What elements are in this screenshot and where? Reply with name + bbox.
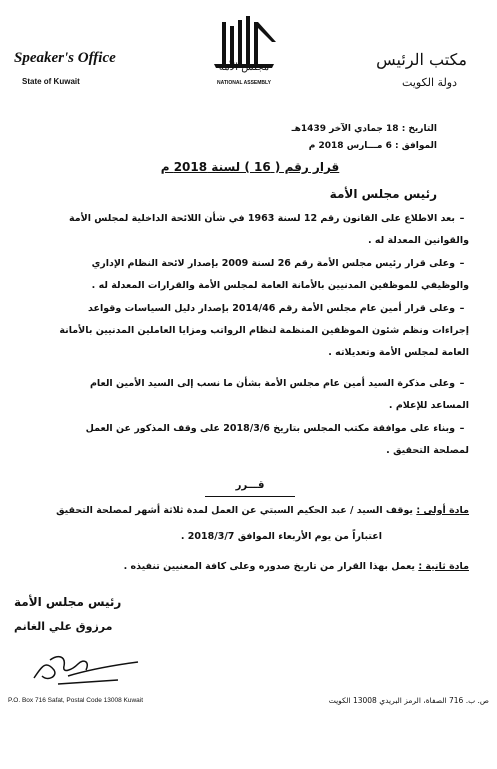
signatory-title: رئيس مجلس الأمة: [14, 595, 122, 609]
article-text: يوقف السيد / عبد الحكيم السبتي عن العمل لمدة ثلاثة أشهر لمصلحة التحقيق: [56, 505, 413, 516]
logo-text-en: NATIONAL ASSEMBLY: [217, 80, 271, 86]
date-hijri: التاريخ : 18 جمادي الآخر 1439هـ: [291, 124, 437, 134]
state-en: State of Kuwait: [22, 77, 80, 86]
decided-underline: [205, 496, 295, 497]
list-item: –وعلى قرار رئيس مجلس الأمة رقم 26 لسنة 2009 بإصدار لائحة النظام الإداري والوظيفي للموظفين المدنيين بالأمانة العامة لمجلس الأمة والقرارات المعدلة له .: [51, 253, 469, 297]
logo-text-ar: مجلس الأمة: [218, 62, 270, 73]
list-item: –بعد الاطلاع على القانون رقم 12 لسنة 1963 في شأن اللائحة الداخلية لمجلس الأمة والقوانين المعدلة له .: [51, 208, 469, 252]
date-gregorian: الموافق : 6 مـــارس 2018 م: [308, 141, 437, 151]
article-text: يعمل بهذا القرار من تاريخ صدوره وعلى كافة المعنيين تنفيذه .: [123, 561, 415, 572]
state-ar: دولة الكويت: [402, 76, 457, 89]
list-item: –وعلى مذكرة السيد أمين عام مجلس الأمة بشأن ما نسب إلى السيد الأمين العام المساعد للإعلام .: [51, 373, 469, 417]
dash-bullet: –: [459, 423, 465, 434]
decided-heading: قـــرر: [235, 480, 265, 491]
footer-address-en: P.O. Box 716 Safat, Postal Code 13008 Kuwait: [8, 697, 144, 704]
dash-bullet: –: [459, 258, 465, 269]
article-one: [9, 500, 469, 522]
list-item: –وعلى قرار أمين عام مجلس الأمة رقم 2014/46 بإصدار دليل السياسات وقواعد إجراءات ونظم شئون الموظفين المنظمة لنظام الرواتب ومزايا العاملين المدنيين بالأمانة العامة لمجلس الأمة وتعديلاته .: [51, 298, 469, 364]
dash-bullet: –: [459, 303, 465, 314]
article-two: [9, 556, 469, 578]
footer-address-ar: ص. ب. 716 الصفاة، الرمز البريدي 13008 الكويت: [328, 696, 489, 705]
article-one-continued: اعتباراً من يوم الأربعاء الموافق 2018/3/7 .: [180, 531, 382, 542]
office-title-en: Speaker's Office: [14, 50, 116, 66]
list-item: –وبناء على موافقة مكتب المجلس بتاريخ 2018/3/6 على وقف المذكور عن العمل لمصلحة التحقيق .: [51, 418, 469, 462]
signatory-name: مرزوق علي الغانم: [14, 620, 113, 633]
dash-bullet: –: [459, 213, 465, 224]
article-label: مادة ثانية :: [418, 561, 469, 572]
speaker-heading: رئيس مجلس الأمة: [329, 187, 437, 201]
decision-number: قرار رقم ( 16 ) لسنة 2018 م: [160, 160, 340, 174]
handwritten-signature: [28, 640, 148, 690]
office-title-ar: مكتب الرئيس: [376, 50, 467, 69]
dash-bullet: –: [459, 378, 465, 389]
article-label: مادة أولى :: [416, 505, 469, 516]
